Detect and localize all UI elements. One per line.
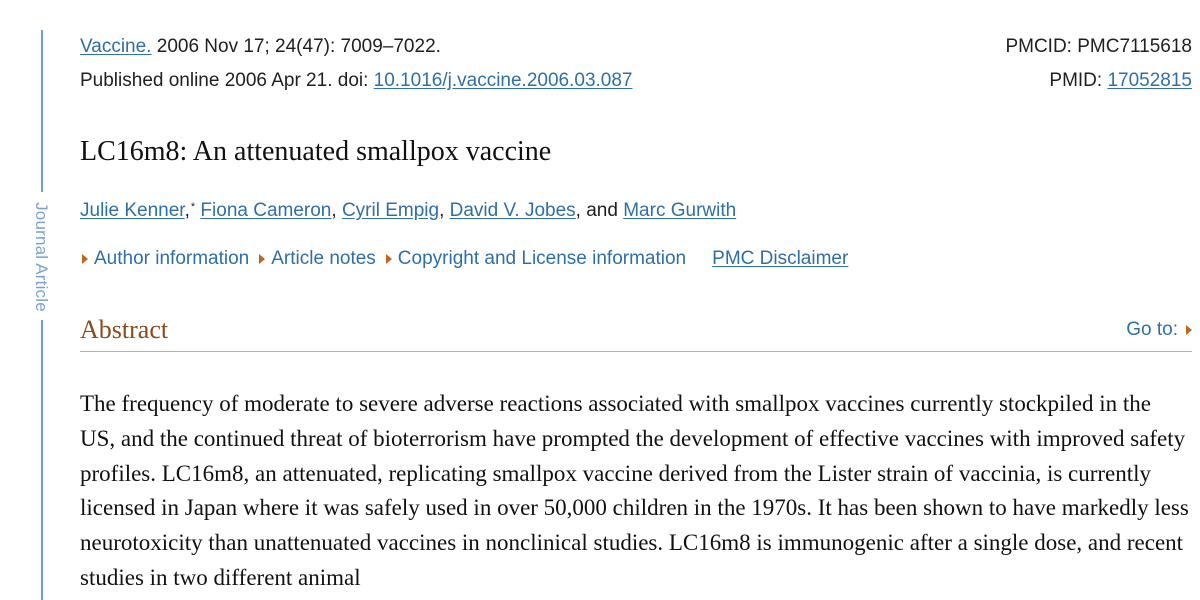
published-line [80,69,633,93]
expand-triangle-icon [82,254,88,264]
author-separator: , [184,200,190,221]
pmid-link[interactable]: 17052815 [1107,70,1192,91]
author-separator: , [439,200,450,221]
pmid-label: PMID: [1049,70,1108,91]
rail-line-bottom [41,320,43,600]
author-link[interactable]: David V. Jobes [449,200,576,221]
author-link[interactable]: Cyril Empig [341,200,440,221]
pmc-disclaimer-link[interactable]: PMC Disclaimer [712,248,849,269]
author-link[interactable]: Julie Kenner [80,200,185,221]
goto-label: Go to: [1126,319,1178,340]
author-information-label: Author information [94,248,250,269]
article-notes-toggle[interactable] [257,247,376,271]
author-link[interactable]: Marc Gurwith [623,200,737,221]
abstract-text: The frequency of moderate to severe adverse reactions associated with smallpox vaccines currently stockpiled in the US, and the continued threat of bioterrorism have prompted the development of effective vaccines with improved safety profiles. LC16m8, an attenuated, replicating smallpox vaccine derived from the Lister strain of vaccinia, is currently licensed in Japan where it was safely used in over 50,000 children in the 1970s. It has been shown to have markedly less neurotoxicity than unattenuated vaccines in nonclinical studies. LC16m8 is immunogenic after a single dose, and recent studies in two different animal [80,391,1189,590]
expand-triangle-icon [386,254,392,264]
citation-row-1 [80,35,1192,59]
citation-left [80,35,441,59]
pmcid: PMCID: PMC7115618 [1005,36,1192,57]
article-info-bar [80,247,848,271]
author-information-toggle[interactable] [80,247,249,271]
article-title: LC16m8: An attenuated smallpox vaccine [80,136,552,167]
pmid [1049,69,1192,93]
abstract-heading: Abstract [80,315,169,344]
citation-row-2 [80,69,1192,93]
goto-button[interactable] [1126,318,1192,342]
rail-label: Journal Article [32,202,51,312]
journal-link[interactable]: Vaccine. [80,36,152,57]
corresponding-author-marker[interactable]: * [190,201,196,213]
citation-details: 2006 Nov 17; 24(47): 7009–7022. [151,36,441,57]
copyright-toggle[interactable] [384,247,686,271]
copyright-label: Copyright and License information [397,248,687,269]
expand-triangle-icon [259,254,265,264]
journal-article-rail [30,196,52,318]
published-prefix: Published online 2006 Apr 21. doi: [80,70,374,91]
author-and: , and [575,200,624,221]
rail-line-top [41,30,43,192]
author-list [80,195,736,223]
doi-link[interactable]: 10.1016/j.vaccine.2006.03.087 [373,70,633,91]
author-link[interactable]: Fiona Cameron [200,200,332,221]
goto-triangle-icon [1186,325,1192,335]
abstract-header [80,314,1192,352]
author-separator: , [331,200,342,221]
article-notes-label: Article notes [271,248,376,269]
